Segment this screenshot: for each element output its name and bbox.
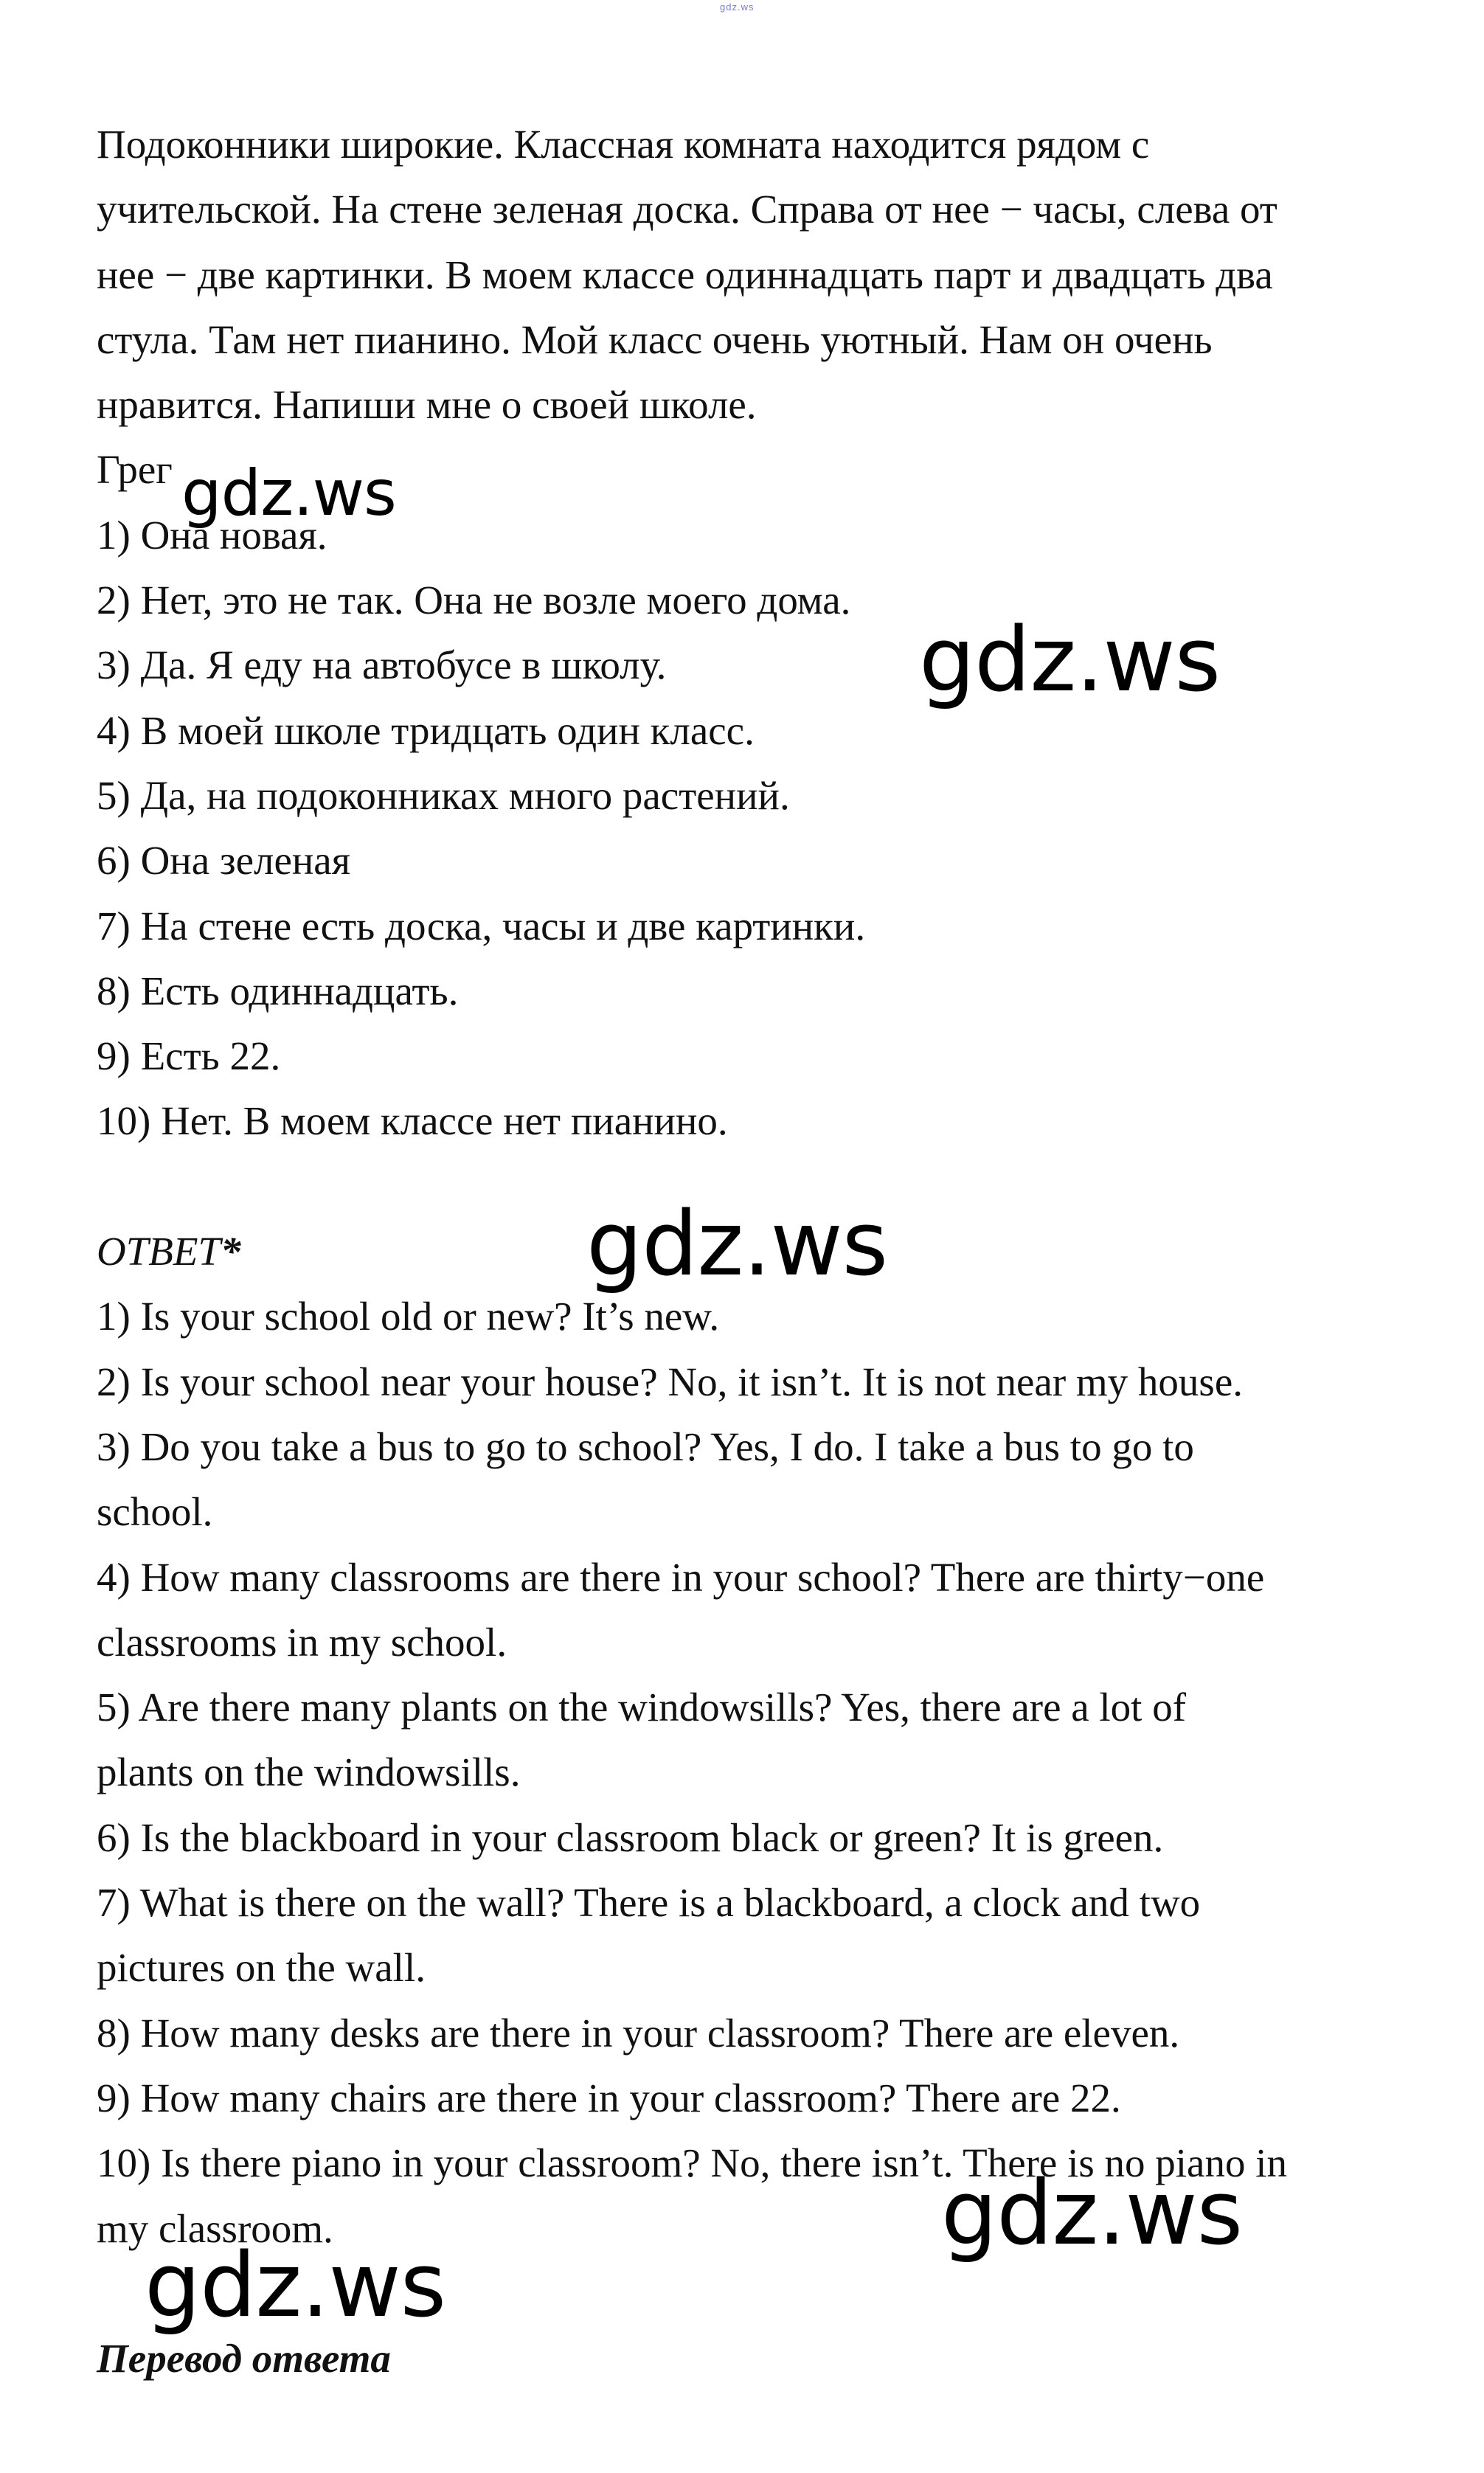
english-answer-line: 8) How many desks are there in your classroom? There are eleven.	[97, 2010, 1180, 2056]
english-answer-line: my classroom.	[97, 2205, 333, 2251]
letter-signature: Грег	[97, 447, 173, 493]
russian-answer: 6) Она зеленая	[97, 838, 351, 884]
english-answer-line: 2) Is your school near your house? No, it isn’t. It is not near my house.	[97, 1359, 1243, 1404]
russian-answer: 7) На стене есть доска, часы и две картинки.	[97, 903, 866, 948]
watermark: gdz.ws	[941, 2162, 1243, 2265]
answer-heading-star: *	[221, 1229, 241, 1274]
answer-heading-label: ОТВЕТ	[97, 1229, 221, 1274]
russian-answer: 8) Есть одиннадцать.	[97, 968, 459, 1013]
watermark: gdz.ws	[586, 1193, 888, 1296]
russian-answer: 5) Да, на подоконниках много растений.	[97, 772, 790, 818]
russian-answer: 10) Нет. В моем классе нет пианино.	[97, 1098, 728, 1144]
english-answer-line: 4) How many classrooms are there in your school? There are thirty−one	[97, 1554, 1265, 1600]
watermark: gdz.ws	[145, 2235, 446, 2337]
russian-answer: 3) Да. Я еду на автобусе в школу.	[97, 642, 667, 688]
letter-line: стула. Там нет пианино. Мой класс очень уютный. Нам он очень	[97, 316, 1213, 362]
english-answer-line: classrooms in my school.	[97, 1619, 507, 1665]
english-answer-line: school.	[97, 1489, 213, 1535]
letter-line: Подоконники широкие. Классная комната находится рядом с	[97, 122, 1150, 167]
english-answer-line: 7) What is there on the wall? There is a blackboard, a clock and two	[97, 1880, 1201, 1926]
english-answer-line: 1) Is your school old or new? It’s new.	[97, 1294, 720, 1339]
translation-heading: Перевод ответа	[97, 2336, 391, 2382]
english-answer-line: 3) Do you take a bus to go to school? Yes, I do. I take a bus to go to	[97, 1423, 1194, 1469]
english-answer-line: 5) Are there many plants on the windowsills? Yes, there are a lot of	[97, 1685, 1187, 1730]
russian-answer: 4) В моей школе тридцать один класс.	[97, 707, 755, 753]
english-answer-line: 6) Is the blackboard in your classroom black or green? It is green.	[97, 1814, 1164, 1860]
english-answer-line: pictures on the wall.	[97, 1945, 426, 1991]
header-site-mark: gdz.ws	[720, 1, 755, 13]
english-answer-line: plants on the windowsills.	[97, 1749, 521, 1795]
russian-answer: 9) Есть 22.	[97, 1033, 281, 1079]
english-answer-line: 10) Is there piano in your classroom? No, there isn’t. There is no piano in	[97, 2140, 1287, 2186]
letter-line: нее − две картинки. В моем классе одиннадцать парт и двадцать два	[97, 252, 1273, 297]
english-answer-line: 9) How many chairs are there in your classroom? There are 22.	[97, 2075, 1121, 2120]
russian-answer: 2) Нет, это не так. Она не возле моего дома.	[97, 578, 851, 623]
letter-line: нравится. Напиши мне о своей школе.	[97, 382, 757, 428]
letter-line: учительской. На стене зеленая доска. Справа от нее − часы, слева от	[97, 187, 1277, 232]
watermark: gdz.ws	[181, 457, 396, 530]
letter-text	[97, 112, 1410, 503]
watermark: gdz.ws	[919, 609, 1221, 712]
russian-answer: 1) Она новая.	[97, 512, 327, 558]
english-answers-list	[97, 1284, 1410, 2265]
russian-answers-list	[97, 503, 1410, 1154]
